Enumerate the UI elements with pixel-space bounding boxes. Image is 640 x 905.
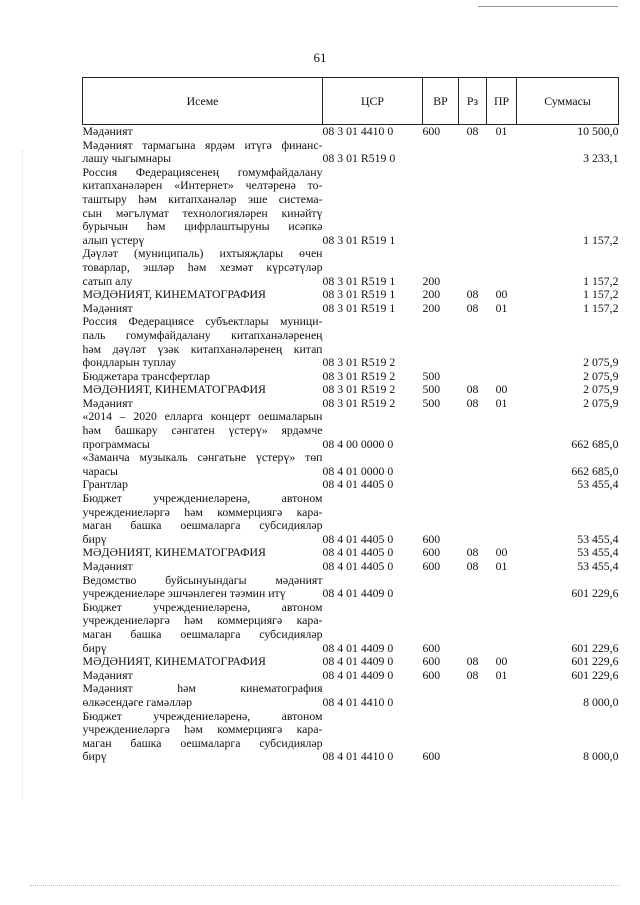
- row-csr: 08 4 01 4410 0: [322, 749, 394, 764]
- row-rz: [459, 682, 487, 709]
- row-pr: 01: [495, 667, 508, 682]
- row-vr: [423, 682, 459, 709]
- row-csr: 08 3 01 R519 1: [322, 287, 396, 302]
- row-vr: [423, 574, 459, 601]
- row-vr: [423, 139, 459, 166]
- budget-table: [82, 77, 619, 764]
- row-rz: 08: [466, 287, 479, 302]
- row-name-line: Бюджет учреждениеләренә, автоном: [82, 491, 323, 506]
- row-pr: [487, 410, 517, 451]
- row-vr: [423, 315, 459, 369]
- row-sum: 1 157,2: [583, 232, 619, 247]
- row-sum: 2 075,9: [583, 355, 619, 370]
- row-name-line: Мәдәният: [82, 667, 133, 682]
- row-rz: 08: [466, 124, 479, 138]
- row-name: [83, 669, 323, 683]
- row-name-line: лашу чыгымнары: [82, 151, 172, 166]
- table-row: [83, 315, 619, 369]
- table-row: [83, 560, 619, 574]
- row-pr: 00: [495, 545, 508, 560]
- row-sum: 1 157,2: [583, 300, 619, 315]
- row-pr: [487, 682, 517, 709]
- row-name-line: Ведомство буйсынуындагы мәдәният: [82, 572, 323, 587]
- table-row: [83, 669, 619, 683]
- row-rz: [459, 710, 487, 764]
- row-name-line: Мәдәният: [82, 124, 133, 138]
- row-name-line: бурычын һәм цифрлаштыруны исәпкә: [82, 219, 323, 234]
- row-rz: 08: [466, 667, 479, 682]
- row-name-line: учреждениеләргә һәм коммерциягә кара-: [82, 613, 323, 628]
- row-name-line: Бюджет учреждениеләренә, автоном: [82, 708, 323, 723]
- table-row: [83, 247, 619, 288]
- header-pr: ПР: [487, 78, 517, 125]
- row-name-line: МӘДӘНИЯТ, КИНЕМАТОГРАФИЯ: [82, 654, 266, 669]
- row-csr: 08 3 01 R519 1: [322, 232, 396, 247]
- row-name: [83, 655, 323, 669]
- table-row: [83, 383, 619, 397]
- table-row: [83, 655, 619, 669]
- row-csr: 08 4 01 4410 0: [322, 694, 394, 709]
- row-rz: 08: [466, 654, 479, 669]
- row-csr: 08 3 01 R519 2: [322, 355, 396, 370]
- table-row: [83, 370, 619, 384]
- row-name: [83, 370, 323, 384]
- row-rz: 08: [466, 559, 479, 573]
- table-row: [83, 710, 619, 764]
- row-vr: [423, 451, 459, 478]
- row-name: [83, 682, 323, 709]
- row-name-line: Россия Федерациясе субъектлары муници-: [82, 314, 323, 329]
- row-csr: 08 3 01 R519 2: [322, 382, 396, 397]
- row-sum: 662 685,0: [571, 436, 619, 451]
- row-name-line: бирү: [82, 749, 107, 764]
- row-sum: 53 455,4: [577, 545, 619, 560]
- row-pr: 00: [495, 382, 508, 397]
- header-csr: ЦСР: [323, 78, 423, 125]
- row-name-line: сатып алу: [82, 273, 133, 288]
- row-sum: 601 229,6: [571, 667, 619, 682]
- row-name-line: Бюджет учреждениеләренә, автоном: [82, 599, 323, 614]
- row-rz: [459, 478, 487, 492]
- header-name: Исеме: [83, 78, 323, 125]
- row-name: [83, 125, 323, 139]
- table-row: [83, 451, 619, 478]
- row-pr: [487, 315, 517, 369]
- row-name: [83, 710, 323, 764]
- row-name: [83, 560, 323, 574]
- row-vr: 600: [422, 749, 441, 764]
- row-sum: 10 500,0: [577, 124, 619, 138]
- row-csr: 08 3 01 R519 2: [322, 368, 396, 383]
- page-number: 61: [313, 50, 327, 65]
- row-csr: 08 4 01 4409 0: [322, 586, 394, 601]
- header-vr: ВР: [423, 78, 459, 125]
- row-sum: 53 455,4: [577, 531, 619, 546]
- row-vr: 500: [422, 382, 441, 397]
- table-row: [83, 478, 619, 492]
- top-rule: [478, 6, 618, 7]
- row-sum: 53 455,4: [577, 559, 619, 573]
- row-name-line: маган башка оешмаларга субсидияләр: [82, 735, 323, 750]
- row-rz: [459, 601, 487, 655]
- row-name-line: Мәдәният: [82, 395, 133, 410]
- row-name-line: МӘДӘНИЯТ, КИНЕМАТОГРАФИЯ: [82, 287, 266, 302]
- row-rz: [459, 139, 487, 166]
- row-pr: 01: [495, 124, 508, 138]
- table-body: [83, 125, 619, 764]
- table-header: [83, 78, 619, 125]
- header-sum: Суммасы: [517, 78, 619, 125]
- row-vr: 500: [422, 368, 441, 383]
- scan-margin: [22, 150, 23, 800]
- row-pr: [487, 478, 517, 492]
- row-csr: 08 4 01 4409 0: [322, 640, 394, 655]
- row-name: [83, 478, 323, 492]
- row-sum: 2 075,9: [583, 382, 619, 397]
- header-rz: Рз: [459, 78, 487, 125]
- row-name-line: маган башка оешмаларга субсидияләр: [82, 518, 323, 533]
- bottom-scan-edge: [30, 885, 620, 886]
- row-rz: [459, 247, 487, 288]
- row-name-line: өлкәсендәге гамәлләр: [82, 694, 192, 709]
- row-pr: [487, 492, 517, 546]
- row-name-line: Дәүләт (муниципаль) ихтыяҗлары өчен: [82, 246, 323, 261]
- row-vr: 600: [422, 640, 441, 655]
- row-sum: 662 685,0: [571, 463, 619, 478]
- row-pr: [487, 166, 517, 248]
- row-name: [83, 139, 323, 166]
- row-vr: 200: [422, 300, 441, 315]
- row-name-line: «2014 – 2020 елларга концерт оешмаларын: [82, 409, 323, 424]
- row-name-line: Мәдәният тармагына ярдәм итүгә финанс-: [82, 137, 323, 152]
- row-pr: [487, 710, 517, 764]
- row-sum: 1 157,2: [583, 287, 619, 302]
- row-name: [83, 383, 323, 397]
- row-vr: [423, 478, 459, 492]
- row-vr: 500: [422, 395, 441, 410]
- row-name-line: китапханәләрен «Интернет» челтәренә то-: [82, 178, 323, 193]
- table-row: [83, 125, 619, 139]
- row-name-line: алып үстерү: [82, 232, 145, 247]
- table-row: [83, 139, 619, 166]
- row-pr: [487, 601, 517, 655]
- table-row: [83, 546, 619, 560]
- row-name-line: һәм башкару сәнгатен үстерү» ярдәмче: [82, 423, 323, 438]
- row-name-line: МӘДӘНИЯТ, КИНЕМАТОГРАФИЯ: [82, 545, 266, 560]
- row-vr: 600: [422, 667, 441, 682]
- row-name-line: бирү: [82, 531, 107, 546]
- row-vr: 600: [422, 531, 441, 546]
- row-pr: [487, 574, 517, 601]
- row-csr: 08 3 01 R519 1: [322, 300, 396, 315]
- row-sum: 3 233,1: [583, 151, 619, 166]
- row-rz: 08: [466, 382, 479, 397]
- row-name: [83, 574, 323, 601]
- row-name-line: бирү: [82, 640, 107, 655]
- row-pr: [487, 370, 517, 384]
- row-pr: [487, 451, 517, 478]
- row-sum: 601 229,6: [571, 654, 619, 669]
- row-csr: 08 3 01 4410 0: [322, 124, 394, 138]
- row-name-line: Россия Федерациясенең гомумфайдалану: [82, 164, 323, 179]
- row-name: [83, 397, 323, 411]
- row-name-line: учреждениеләргә һәм коммерциягә кара-: [82, 504, 323, 519]
- row-csr: 08 4 01 4405 0: [322, 531, 394, 546]
- row-name-line: учреждениеләре эшчәнлеген тәэмин итү: [82, 586, 286, 601]
- row-pr: 01: [495, 300, 508, 315]
- row-sum: 2 075,9: [583, 395, 619, 410]
- row-csr: 08 4 01 0000 0: [322, 463, 394, 478]
- table-row: [83, 682, 619, 709]
- row-sum: 601 229,6: [571, 640, 619, 655]
- row-csr: 08 3 01 R519 2: [322, 395, 396, 410]
- row-name-line: фондларын туплау: [82, 355, 177, 370]
- table-row: [83, 397, 619, 411]
- row-name: [83, 492, 323, 546]
- row-pr: [487, 247, 517, 288]
- row-vr: 600: [422, 559, 441, 573]
- row-rz: [459, 492, 487, 546]
- row-sum: 2 075,9: [583, 368, 619, 383]
- row-csr: 08 4 01 4409 0: [322, 667, 394, 682]
- row-name-line: «Заманча музыкаль сәнгатьне үстерү» төп: [82, 450, 323, 465]
- row-name-line: Мәдәният: [82, 559, 133, 573]
- row-name-line: товарлар, эшләр һәм хезмәт күрсәтүләр: [82, 259, 323, 274]
- row-name: [83, 247, 323, 288]
- table-row: [83, 302, 619, 316]
- row-name: [83, 302, 323, 316]
- table-row: [83, 492, 619, 546]
- row-pr: 00: [495, 654, 508, 669]
- row-vr: 200: [422, 273, 441, 288]
- row-rz: [459, 451, 487, 478]
- row-csr: 08 4 00 0000 0: [322, 436, 394, 451]
- row-name: [83, 410, 323, 451]
- row-name-line: Грантлар: [82, 477, 128, 492]
- row-name: [83, 315, 323, 369]
- row-vr: 200: [422, 287, 441, 302]
- row-rz: 08: [466, 545, 479, 560]
- row-name-line: МӘДӘНИЯТ, КИНЕМАТОГРАФИЯ: [82, 382, 266, 397]
- row-name-line: учреждениеләргә һәм коммерциягә кара-: [82, 722, 323, 737]
- row-rz: [459, 574, 487, 601]
- row-vr: [423, 166, 459, 248]
- row-name: [83, 451, 323, 478]
- table-row: [83, 410, 619, 451]
- row-csr: 08 4 01 4405 0: [322, 477, 394, 492]
- row-pr: [487, 139, 517, 166]
- row-vr: 600: [422, 545, 441, 560]
- row-sum: 8 000,0: [583, 749, 619, 764]
- row-name: [83, 546, 323, 560]
- row-name-line: һәм дәүләт үзәк китапханәләренең китап: [82, 341, 323, 356]
- row-vr: 600: [422, 654, 441, 669]
- row-name: [83, 601, 323, 655]
- row-pr: 00: [495, 287, 508, 302]
- row-name-line: Мәдәният һәм кинематография: [82, 681, 323, 696]
- row-name-line: сын мәгълүмат технологияләрен кинәйтү: [82, 205, 323, 220]
- row-csr: 08 3 01 R519 1: [322, 273, 396, 288]
- row-csr: 08 4 01 4405 0: [322, 559, 394, 573]
- row-name-line: паль гомумфайдалану китапханәләренең: [82, 327, 323, 342]
- row-name-line: чарасы: [82, 463, 118, 478]
- row-vr: 600: [422, 124, 441, 138]
- row-sum: 601 229,6: [571, 586, 619, 601]
- row-rz: [459, 370, 487, 384]
- row-rz: 08: [466, 300, 479, 315]
- row-rz: 08: [466, 395, 479, 410]
- row-vr: [423, 410, 459, 451]
- table-row: [83, 574, 619, 601]
- row-name: [83, 166, 323, 248]
- row-name-line: маган башка оешмаларга субсидияләр: [82, 626, 323, 641]
- row-sum: 53 455,4: [577, 477, 619, 492]
- row-rz: [459, 315, 487, 369]
- row-name-line: таштыру һәм китапханәләр эше система-: [82, 191, 323, 206]
- row-pr: 01: [495, 395, 508, 410]
- row-pr: 01: [495, 559, 508, 573]
- row-name-line: Бюджетара трансфертлар: [82, 368, 210, 383]
- row-rz: [459, 410, 487, 451]
- table-row: [83, 601, 619, 655]
- row-name: [83, 288, 323, 302]
- row-name-line: программасы: [82, 436, 150, 451]
- row-sum: 1 157,2: [583, 273, 619, 288]
- row-rz: [459, 166, 487, 248]
- row-name-line: Мәдәният: [82, 300, 133, 315]
- row-csr: 08 4 01 4409 0: [322, 654, 394, 669]
- table-row: [83, 288, 619, 302]
- row-csr: 08 4 01 4405 0: [322, 545, 394, 560]
- table-row: [83, 166, 619, 248]
- row-csr: 08 3 01 R519 0: [322, 151, 396, 166]
- row-sum: 8 000,0: [583, 694, 619, 709]
